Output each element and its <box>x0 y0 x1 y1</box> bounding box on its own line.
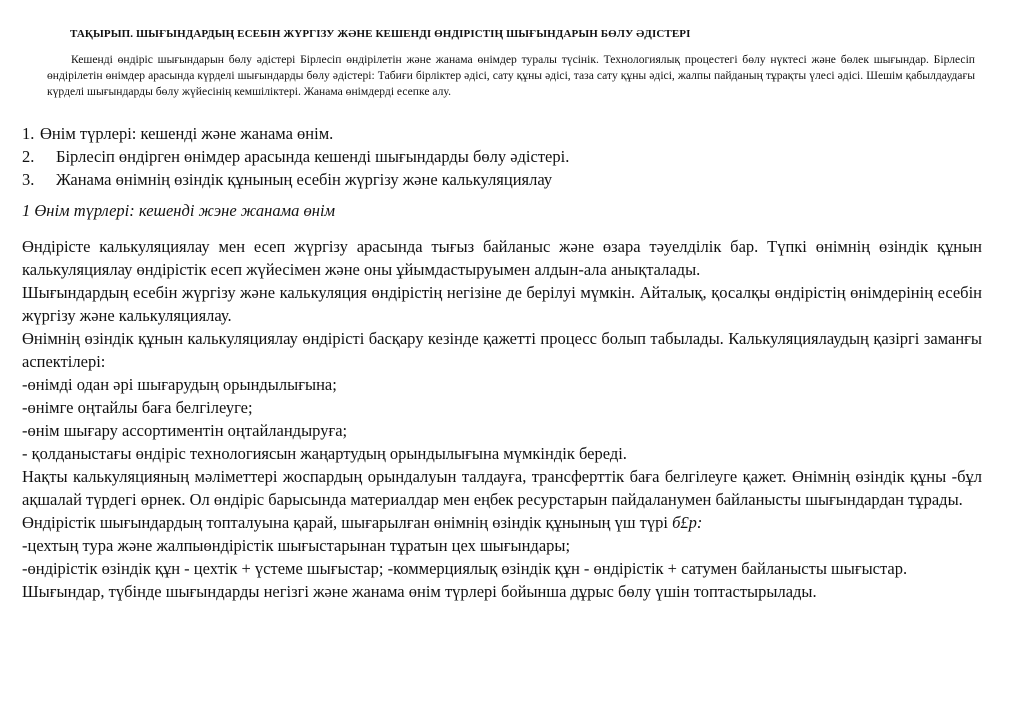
topic-number: 2. <box>22 147 35 166</box>
aspect-item-4: - қолданыстағы өндіріс технологиясын жаңартудың орындылығына мүмкіндік береді. <box>22 444 627 463</box>
topic-list <box>22 122 982 191</box>
topic-text: Бірлесіп өндірген өнімдер арасында кешенді шығындарды бөлу әдістері. <box>56 147 570 166</box>
aspect-item-3: -өнім шығару ассортиментін оңтайландыруға; <box>22 421 348 440</box>
body-paragraph-4: Нақты калькуляцияның мәліметтері жоспардың орындалуын талдауға, трансферттік баға белгілеуге қажет. Өнімнің өзіндік құны -бұл ақшалай түрдегі өрнек. Ол өндіріс барысында материалдар мен еңбек ресурстарын пайдаланумен байланысты шығындардан тұрады. <box>22 467 982 509</box>
aspect-item-1: -өнімді одан әрі шығарудың орындылығына; <box>22 375 337 394</box>
body-paragraph-8: Шығындар, түбінде шығындарды негізгі және жанама өнім түрлері бойынша дұрыс бөлу үшін топтастырылады. <box>22 582 817 601</box>
topic-number: 3. <box>22 170 35 189</box>
intro-paragraph: Кешенді өндіріс шығындарын бөлу әдістері Бірлесіп өндірілетін және жанама өнімдер туралы түсінік. Технологиялық процестегі бөлу нүктесі және бөлек шығындар. Бірлесіп өндірілетін өнімдер арасында күрделі шығындарды бөлу әдістері: Табиғи бірліктер әдісі, сату құны әдісі, таза сату құны әдісі, жалпы пайданың тұрақты үлесі әдісі. Шешім қабылдаудағы күрделі шығындарды бөлу жүйесінің кемшіліктері. Жанама өнімдерді есепке алу. <box>47 53 975 98</box>
body-paragraph-5-text: Өндірістік шығындардың топталуына қарай, шығарылған өнімнің өзіндік құнының үш түрі <box>22 513 668 532</box>
topic-item-1 <box>22 122 982 145</box>
page-title: ТАҚЫРЫП. ШЫҒЫНДАРДЫҢ ЕСЕБІН ЖҮРГІЗУ ЖӘНЕ КЕШЕНДІ ӨНДІРІСТІҢ ШЫҒЫНДАРЫН БӨЛУ ӘДІСТЕРІ <box>70 28 691 40</box>
topic-item-2 <box>22 145 982 168</box>
topic-item-3 <box>22 168 982 191</box>
cost-type-1: -цехтың тура және жалпыөндірістік шығыстарынан тұратын цех шығындары; <box>22 536 571 555</box>
body-paragraph-2: Шығындардың есебін жүргізу және калькуляция өндірістің негізіне де берілуі мүмкін. Айталық, қосалқы өндірістің өнімдерінің есебін жүргізу және калькуляциялау. <box>22 283 982 325</box>
body-paragraph-5 <box>22 511 982 534</box>
aspect-item-2: -өнімге оңтайлы баға белгілеуге; <box>22 398 253 417</box>
body-paragraph-3: Өнімнің өзіндік құнын калькуляциялау өндірісті басқару кезінде қажетті процесс болып табылады. Калькуляциялаудың қазіргі заманғы аспектілері: <box>22 329 982 371</box>
topic-text: Өнім түрлері: кешенді және жанама өнім. <box>40 124 334 143</box>
topic-text: Жанама өнімнің өзіндік құнының есебін жүргізу және калькуляциялау <box>56 170 553 189</box>
section-heading: 1 Өнім түрлері: кешенді жэне жанама өнім <box>22 201 336 220</box>
body-text <box>22 235 982 603</box>
topic-number: 1. <box>22 124 35 143</box>
body-paragraph-1: Өндірісте калькуляциялау мен есеп жүргізу арасында тығыз байланыс және өзара тәуелділік бар. Түпкі өнімнің өзіндік құнын калькуляциялау өндірістік есеп жүйесімен және оны ұйымдастыруымен алдын-ала анықталады. <box>22 237 982 279</box>
body-paragraph-5-italic: б£р: <box>672 513 703 532</box>
cost-type-2: -өндірістік өзіндік құн - цехтік + үстеме шығыстар; -коммерциялық өзіндік құн - өндірістік + сатумен байланысты шығыстар. <box>22 559 908 578</box>
